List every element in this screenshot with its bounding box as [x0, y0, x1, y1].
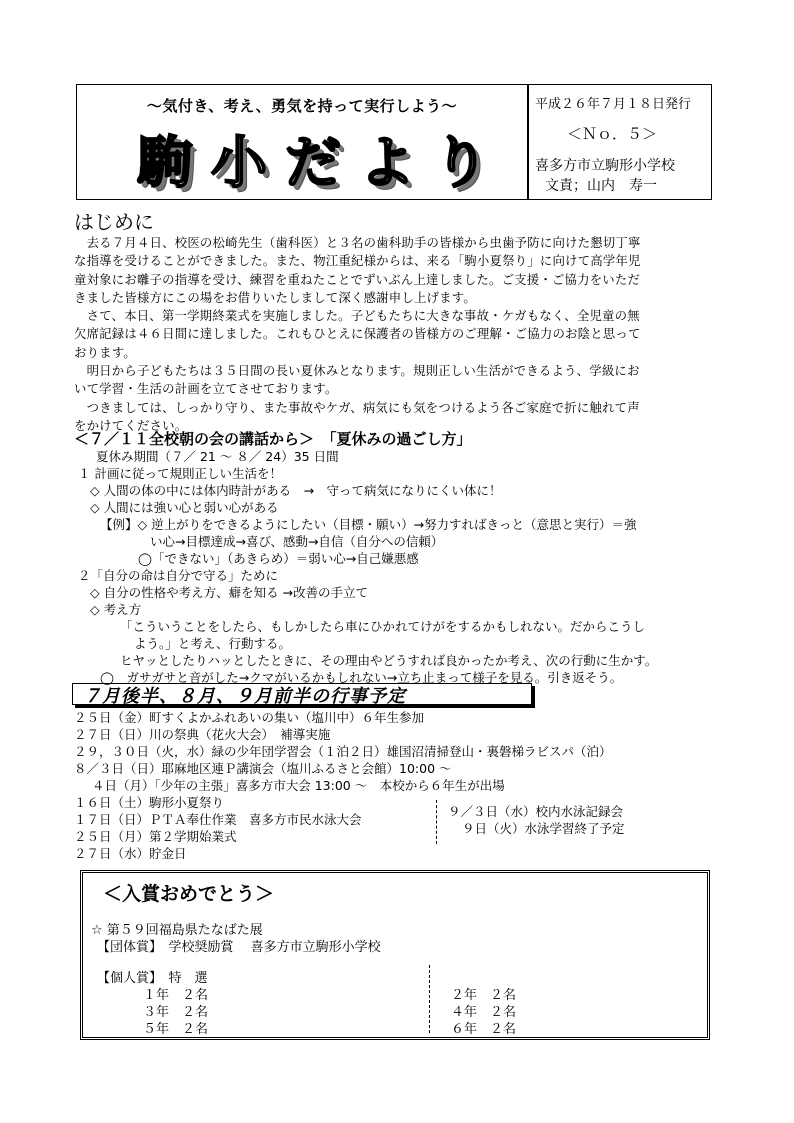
award-divider [429, 965, 430, 1033]
intro-line: さて、本日、第一学期終業式を実施しました。子どもたちに大きな事故・ケガもなく、全児童の無 [74, 308, 640, 324]
award-box [80, 870, 710, 1040]
event-item: ２７日（水）貯金日 [74, 846, 187, 861]
motto: ～気付き、考え、勇気を持って実行しよう～ [146, 97, 458, 115]
intro-line: をかけてください。 [74, 417, 188, 433]
intro-line: 明日から子どもたちは３５日間の長い夏休みとなります。規則正しい生活ができるよう、学級にお [74, 363, 640, 379]
talk-item: 「こういうことをしたら、もしかしたら車にひかれてけがをするかもしれない。だからこうし [120, 619, 646, 634]
award-grade: ４年 ２名 [451, 1005, 517, 1020]
intro-line: いて学習・生活の計画を立てさせております。 [74, 381, 338, 397]
talk-item: ◇ 人間には強い心と弱い心がある [90, 500, 279, 515]
event-item: ２９，３０日（火，水）緑の少年団学習会（１泊２日）雄国沼清掃登山・裏磐梯ラビスパ（泊） [74, 744, 612, 759]
intro-line: 去る７月４日、校医の松崎先生（歯科医）と３名の歯科助手の皆様から虫歯予防に向けた懇切丁寧 [74, 235, 641, 250]
talk-item: い心→目標達成→喜び、感動→自信（自分への信頼） [150, 534, 444, 549]
masthead [76, 84, 712, 200]
event-item: ８／３日（日）耶麻地区連Ｐ講演会（塩川ふるさと会館）10:00 ～ [74, 761, 452, 776]
award-contest: ☆ 第５９回福島県たなばた展 [91, 923, 263, 938]
intro-line: 童対象にお囃子の指導を受け、練習を重ねたことでずいぶん上達しました。ご支援・ご協力をいただ [74, 271, 641, 287]
talk-item: ◯「できない」（あきらめ）＝弱い心→自己嫌悪感 [138, 551, 419, 566]
events-divider [436, 800, 437, 844]
author: 文責；山内 寿一 [545, 178, 657, 194]
award-grade: ６年 ２名 [451, 1022, 517, 1037]
talk-item: ２「自分の命は自分で守る」ために [78, 568, 279, 583]
talk-item: ヒヤッとしたりハッとしたときに、その理由やどうすれば良かったか考え、次の行動に生かす。 [120, 653, 658, 668]
event-item: ４日（月）「少年の主張」喜多方市大会 13:00 ～ 本校から６年生が出場 [92, 778, 505, 793]
intro-line: おります。 [74, 344, 136, 360]
award-individual-label: 【個人賞】 特 選 [97, 971, 208, 986]
intro-heading: はじめに [74, 210, 154, 234]
intro-line: な指導を受けることができました。また、物江重紀様からは、来る「駒小夏祭り」に向けて高学年児 [74, 253, 641, 269]
award-grade: ３年 ２名 [143, 1005, 209, 1020]
intro-line: つきましては、しっかり守り、また事故やケガ、病気にも気をつけるよう各ご家庭で折に触れて声 [74, 399, 640, 415]
event-item: ２７日（日）川の祭典（花火大会） 補導実施 [74, 727, 331, 742]
talk-item: ◇ 人間の体の中には体内時計がある → 守って病気になりにくい体に！ [90, 483, 502, 498]
award-grade: ２年 ２名 [451, 988, 517, 1003]
event-item: ９日（火）水泳学習終了予定 [462, 821, 625, 836]
award-group: 【団体賞】 学校奨励賞 喜多方市立駒形小学校 [97, 940, 381, 955]
event-item: １６日（土）駒形小夏祭り [74, 795, 225, 810]
issue-date: 平成２６年７月１８日発行 [535, 97, 692, 112]
vacation-period: 夏休み期間（７／ 21 ～ ８／ 24）35 日間 [96, 449, 339, 464]
talk-item: ◇ 自分の性格や考え方、癖を知る →改善の手立て [90, 585, 369, 600]
talk-item: ◇ 考え方 [90, 602, 142, 617]
school-name: 喜多方市立駒形小学校 [535, 158, 675, 174]
intro-line: 欠席記録は４６日間に達しました。これもひとえに保護者の皆様方のご理解・ご協力のお陰と思って [74, 326, 641, 342]
award-grade: ５年 ２名 [143, 1022, 209, 1037]
event-item: １７日（日）ＰＴＡ奉仕作業 喜多方市民水泳大会 [74, 812, 362, 827]
intro-paragraph-1 [74, 234, 724, 435]
award-grade: １年 ２名 [143, 988, 209, 1003]
talk-item: よう。」と考え、行動する。 [134, 636, 292, 651]
talk-item: １ 計画に従って規則正しい生活を！ [78, 466, 282, 481]
award-title: ＜入賞おめでとう＞ [103, 883, 275, 905]
talk-item: ◯ ガサガサと音がした→クマがいるかもしれない→立ち止まって様子を見る。引き返そう。 [100, 670, 623, 685]
event-item: ９／３日（水）校内水泳記録会 [448, 804, 624, 819]
event-item: ２５日（月）第２学期始業式 [74, 829, 237, 844]
talk-item: 【例】◇ 逆上がりをできるようにしたい（目標・願い）→努力すればきっと（意思と実行）＝強 [100, 517, 637, 532]
event-item: ２５日（金）町すくよかふれあいの集い（塩川中）６年生参加 [74, 710, 425, 725]
issue-number: ＜Ｎｏ．５＞ [567, 125, 658, 143]
masthead-divider [527, 85, 529, 199]
intro-line: きました皆様方にこの場をお借りいたしまして深く感謝申し上げます。 [74, 289, 476, 305]
events-title: ７月後半、８月、９月前半の行事予定 [83, 686, 406, 707]
newsletter-title: 駒小だより [137, 131, 507, 196]
talk-title: ＜７／１１全校朝の会の講話から＞ 「夏休みの過ごし方」 [74, 430, 472, 448]
events-title-box [72, 683, 532, 705]
